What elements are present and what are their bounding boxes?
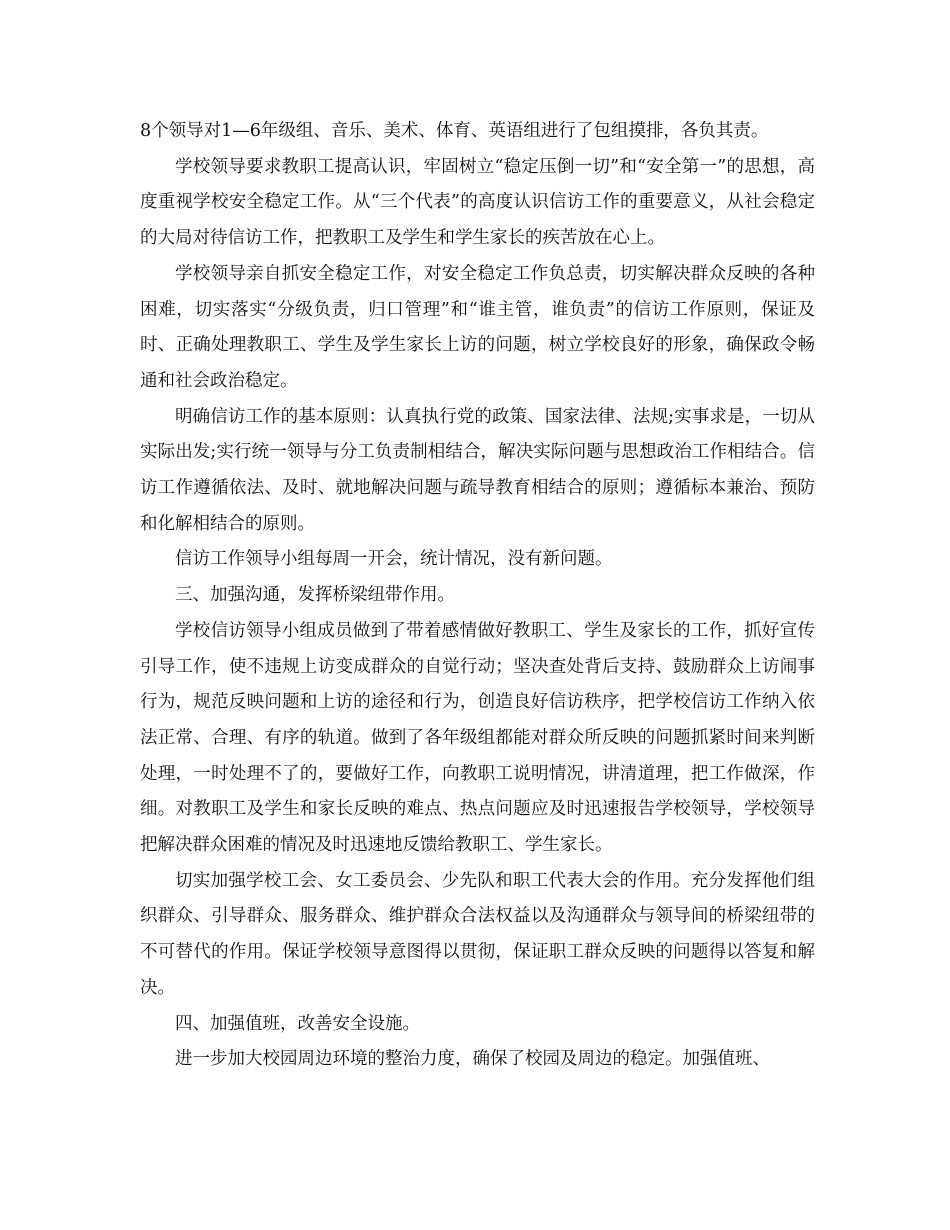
paragraph-communication-work: 学校信访领导小组成员做到了带着感情做好教职工、学生及家长的工作，抓好宣传引导工作，使不违规上访变成群众的自觉行动；坚决查处背后支持、鼓励群众上访闹事行为，规范反映问题和上访的途径和行为，创造良好信访秩序，把学校信访工作纳入依法正常、合理、有序的轨道。做到了各年级组都能对群众所反映的问题抓紧时间来判断处理，一时处理不了的，要做好工作，向教职工说明情况，讲清道理，把工作做深，作细。对教职工及学生和家长反映的难点、热点问题应及时迅速报告学校领导，学校领导把解决群众困难的情况及时迅速地反馈给教职工、学生家长。 bbox=[140, 620, 815, 856]
document-body bbox=[140, 114, 815, 1078]
paragraph-leadership-responsibility: 学校领导亲自抓安全稳定工作，对安全稳定工作负总责，切实解决群众反映的各种困难，切实落实“分级负责，归口管理”和“谁主管，谁负责”的信访工作原则，保证及时、正确处理教职工、学生及学生家长上访的问题，树立学校良好的形象，确保政令畅通和社会政治稳定。 bbox=[140, 263, 815, 391]
paragraph-continuation: 8个领导对1—6年级组、音乐、美术、体育、英语组进行了包组摸排，各负其责。 bbox=[140, 121, 769, 141]
paragraph-campus-environment: 进一步加大校园周边环境的整治力度，确保了校园及周边的稳定。加强值班、 bbox=[175, 1049, 770, 1070]
paragraph-basic-principles: 明确信访工作的基本原则：认真执行党的政策、国家法律、法规;实事求是，一切从实际出发;实行统一领导与分工负责制相结合，解决实际问题与思想政治工作相结合。信访工作遵循依法、及时、就地解决问题与疏导教育相结合的原则；遵循标本兼治、预防和化解相结合的原则。 bbox=[140, 406, 815, 534]
paragraph-leadership-awareness: 学校领导要求教职工提高认识，牢固树立“稳定压倒一切”和“安全第一”的思想，高度重视学校安全稳定工作。从“三个代表”的高度认识信访工作的重要意义，从社会稳定的大局对待信访工作，把教职工及学生和学生家长的疾苦放在心上。 bbox=[140, 156, 815, 249]
paragraph-weekly-meeting: 信访工作领导小组每周一开会，统计情况，没有新问题。 bbox=[175, 549, 613, 570]
paragraph-union-role: 切实加强学校工会、女工委员会、少先队和职工代表大会的作用。充分发挥他们组织群众、引导群众、服务群众、维护群众合法权益以及沟通群众与领导间的桥梁纽带的不可替代的作用。保证学校领导意图得以贯彻，保证职工群众反映的问题得以答复和解决。 bbox=[140, 870, 815, 998]
section-heading-duty: 四、加强值班，改善安全设施。 bbox=[175, 1013, 420, 1034]
section-heading-communication: 三、加强沟通，发挥桥梁纽带作用。 bbox=[175, 585, 455, 606]
